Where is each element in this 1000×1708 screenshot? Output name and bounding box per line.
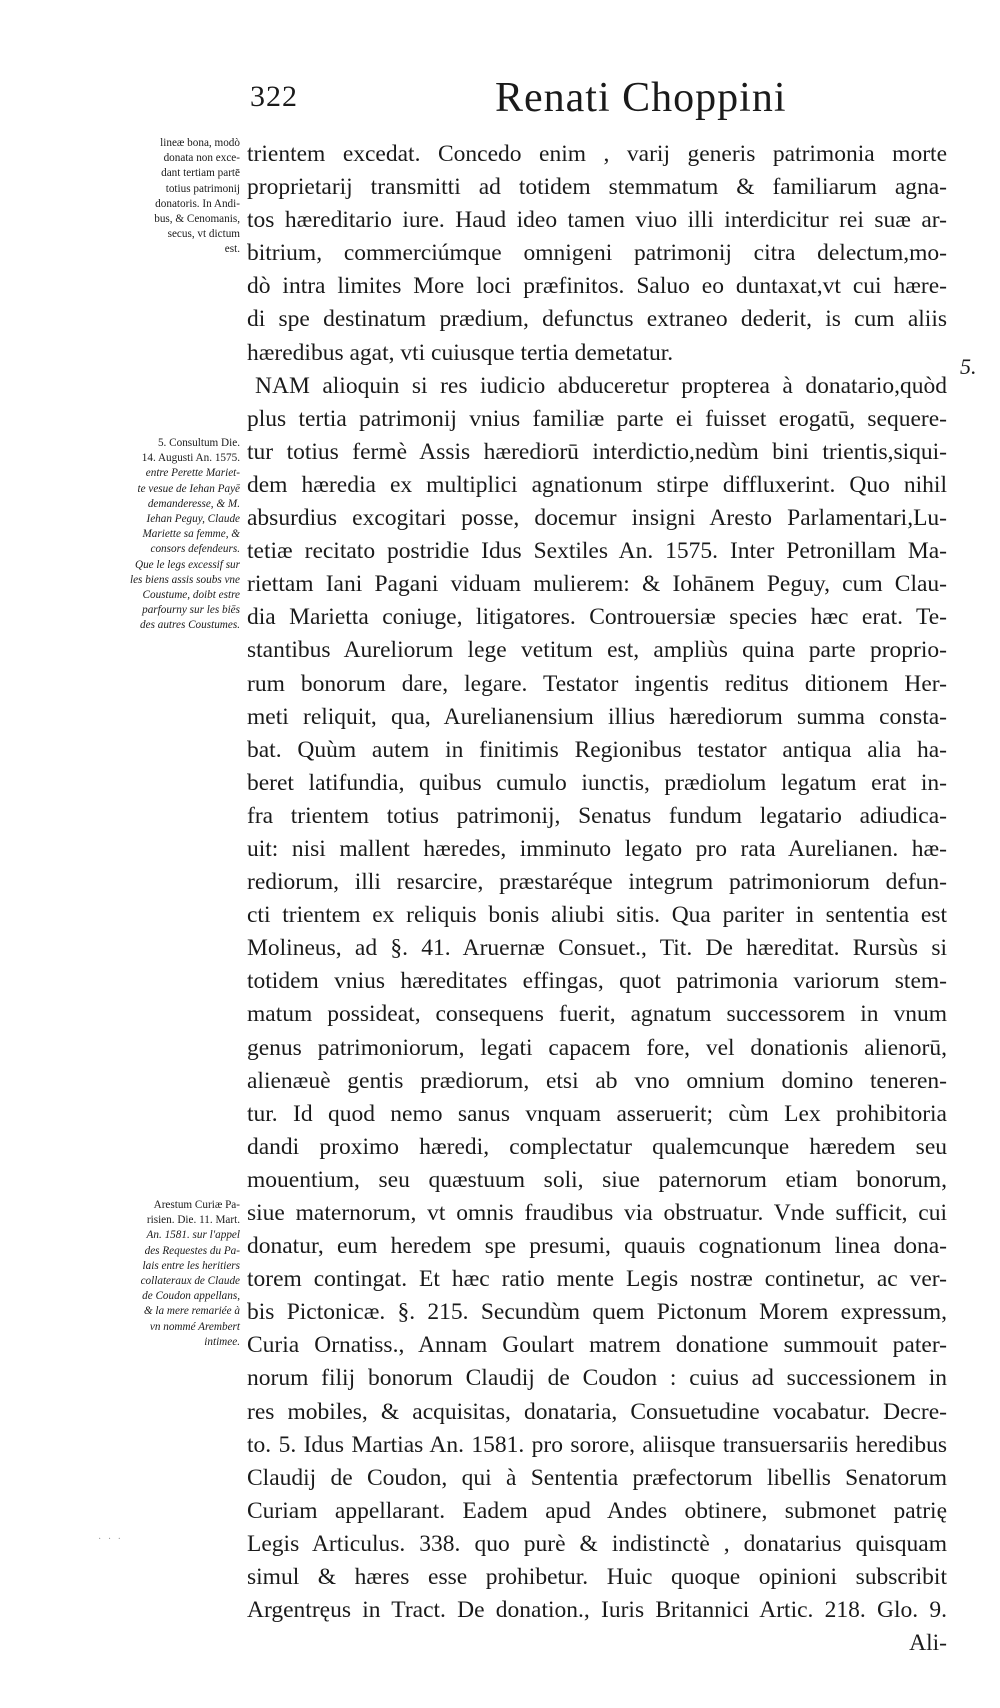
margin-note-line: collateraux de Claude [140,1275,240,1288]
body-line: tur totius fermè Assis hærediorū interdictio,nedùm bini trientis,siqui- [247,438,947,465]
body-line: Curia Ornatiss., Annam Goulart matrem donatione summouit pater- [247,1332,947,1359]
body-line: Argentręus in Tract. De donation., Iuris Britannici Artic. 218. Glo. 9. [247,1597,947,1624]
body-line: cti trientem ex reliquis bonis aliubi sitis. Qua pariter in sententia est [247,902,947,929]
margin-note-2 [96,436,240,634]
body-line: tur. Id quod nemo sanus vnquam asseruerit; cùm Lex prohibitoria [247,1100,947,1127]
body-line: plus tertia patrimonij vnius familiæ parte ei fuisset erogatū, sequere- [247,405,947,432]
body-line: dia Marietta coniuge, litigatores. Controuersiæ species hæc erat. Te- [247,604,947,631]
body-line: alienæuè gentis prædiorum, etsi ab vno omnium domino teneren- [247,1067,947,1094]
body-line: absurdius excogitari posse, docemur insigni Aresto Parlamentari,Lu- [247,505,947,532]
body-line: rediorum, illi resarcire, præstaréque integrum patrimoniorum defun- [247,869,947,896]
body-line: dem hæredia ex multiplici agnationum stirpe diffluxerint. Quo nihil [247,471,947,498]
margin-note-line: lineæ bona, modò [160,137,240,149]
body-line: meti reliquit, qua, Aurelianensium illius hærediorum summa consta- [247,703,947,730]
body-line: di spe destinatum prædium, defunctus extraneo dederit, is cum aliis [247,306,947,333]
margin-note-line: Coustume, doibt estre [142,589,240,602]
body-line: totidem vnius hæreditates effingas, quot patrimonia variorum stem- [247,968,947,995]
body-line: res mobiles, & acquisitas, donataria, Consuetudine vocabatur. Decre- [247,1398,947,1425]
body-line: proprietarij transmitti ad totidem stemmatum & familiarum agna- [247,174,947,201]
margin-note-line: Mariette sa femme, & [142,528,240,541]
body-line: riettam Iani Pagani viduam mulierem: & Iohānem Peguy, cum Clau- [247,571,947,598]
body-line: Molineus, ad §. 41. Aruernæ Consuet., Tit. De hæreditat. Rursùs si [247,935,947,962]
margin-note-line: te vesue de Iehan Payē [137,482,240,495]
margin-note-line: consors defendeurs. [150,543,240,556]
margin-note-1 [96,136,240,258]
margin-note-line: dant tertiam partē [161,167,240,180]
margin-note-line: de Coudon appellans, [142,1290,240,1303]
body-line: siue maternorum, vt omnis fraudibus via obstruatur. Vnde sufficit, cui [247,1200,947,1226]
body-line: tos hæreditario iure. Haud ideo tamen viuo illi interdicitur rei suæ ar- [247,207,947,234]
body-line: to. 5. Idus Martias An. 1581. pro sorore, aliisque transuersariis heredibus [247,1431,947,1458]
body-line: mouentium, seu quæstuum soli, siue paternorum etiam bonorum, [247,1166,947,1193]
body-line: Claudij de Coudon, qui à Sententia præfectorum libellis Senatorum [247,1464,947,1491]
body-line: simul & hæres esse prohibetur. Huic quoque opinioni subscribit [247,1564,947,1591]
body-line: norum filij bonorum Claudij de Coudon : cuius ad successionem in [247,1365,947,1392]
margin-note-line: 14. Augusti An. 1575. [141,452,240,465]
page-number: 322 [250,80,298,113]
margin-note-line: lais entre les heritiers [142,1259,240,1272]
paragraph-start-line: NAM alioquin si res iudicio abduceretur propterea à donatario,quòd [255,372,947,399]
scan-specks: · · · [98,1534,123,1545]
body-line: donatur, eum heredem spe presumi, quauis cognationum linea dona- [247,1233,947,1260]
margin-note-line: des autres Coustumes. [140,619,240,632]
margin-note-line: An. 1581. sur l'appel [146,1229,240,1242]
body-line: hæredibus agat, vti cuiusque tertia demetatur. [247,339,674,366]
margin-note-line: donatoris. In Andi- [155,197,240,210]
margin-note-line: des Requestes du Pa- [144,1244,240,1257]
body-line: bitrium, commerciúmque omnigeni patrimonij citra delectum,mo- [247,240,947,267]
margin-note-line: les biens assis soubs vne [129,573,240,586]
body-line: Legis Articulus. 338. quo purè & indistinctè , donatarius quisquam [247,1530,947,1557]
margin-note-line: & la mere remariée à [143,1305,240,1318]
margin-note-line: Arestum Curiæ Pa- [153,1199,240,1211]
margin-note-line: risien. Die. 11. Mart. [146,1214,240,1227]
body-line: bis Pictonicæ. §. 215. Secundùm quem Pictonum Morem expressum, [247,1299,947,1326]
body-line: Curiam appellarant. Eadem apud Andes obtinere, submonet patrię [247,1497,947,1524]
body-line: stantibus Aureliorum lege vetitum est, ampliùs quina parte proprio- [247,637,947,664]
body-line: dò intra limites More loci præfinitos. Saluo eo duntaxat,vt cui hære- [247,273,947,300]
body-line: tetiæ recitato postridie Idus Sextiles An. 1575. Inter Petronillam Ma- [247,538,947,565]
margin-note-line: bus, & Cenomanis, [154,213,240,226]
margin-note-line: totius patrimonij [165,182,240,195]
margin-note-line: entre Perette Mariet- [145,467,240,480]
body-line: matum possideat, consequens fuerit, agnatum successorem in vnum [247,1001,947,1028]
margin-note-line: vn nommé Arembert [149,1320,240,1333]
body-line: rum bonorum dare, legare. Testator ingentis reditus ditionem Her- [247,670,947,697]
body-line: torem contingat. Et hæc ratio mente Legis nostræ continetur, ac ver- [247,1266,947,1293]
margin-note-line: demanderesse, & M. [147,497,240,510]
margin-note-line: donata non exce- [163,152,240,165]
body-line: genus patrimoniorum, legati capacem fore, vel donationis alienorū, [247,1034,947,1061]
section-mark: 5. [960,354,977,379]
margin-note-line: intimee. [204,1335,240,1348]
catchword: Ali- [909,1630,947,1657]
margin-note-line: 5. Consultum Die. [157,437,240,449]
body-line: bat. Quùm autem in finitimis Regionibus testator antiqua alia ha- [247,736,947,763]
running-head: Renati Choppini [495,75,787,121]
margin-note-line: secus, vt dictum [167,228,240,241]
margin-note-line: parfourny sur les biēs [142,604,240,617]
body-text [247,138,947,1660]
body-line: beret latifundia, quibus cumulo iunctis, prædiolum legatum erat in- [247,769,947,796]
body-line: trientem excedat. Concedo enim , varij generis patrimonia morte [247,141,947,167]
margin-note-line: est. [224,243,240,256]
body-line: uit: nisi mallent hæredes, imminuto legato pro rata Aurelianen. hæ- [247,835,947,862]
margin-note-line: Iehan Peguy, Claude [146,513,240,526]
body-line: dandi proximo hæredi, complectatur qualemcunque hæredem seu [247,1133,947,1160]
margin-note-3 [96,1198,240,1350]
margin-note-line: Que le legs excessif sur [134,558,240,571]
body-line: fra trientem totius patrimonij, Senatus fundum legatario adiudica- [247,802,947,829]
